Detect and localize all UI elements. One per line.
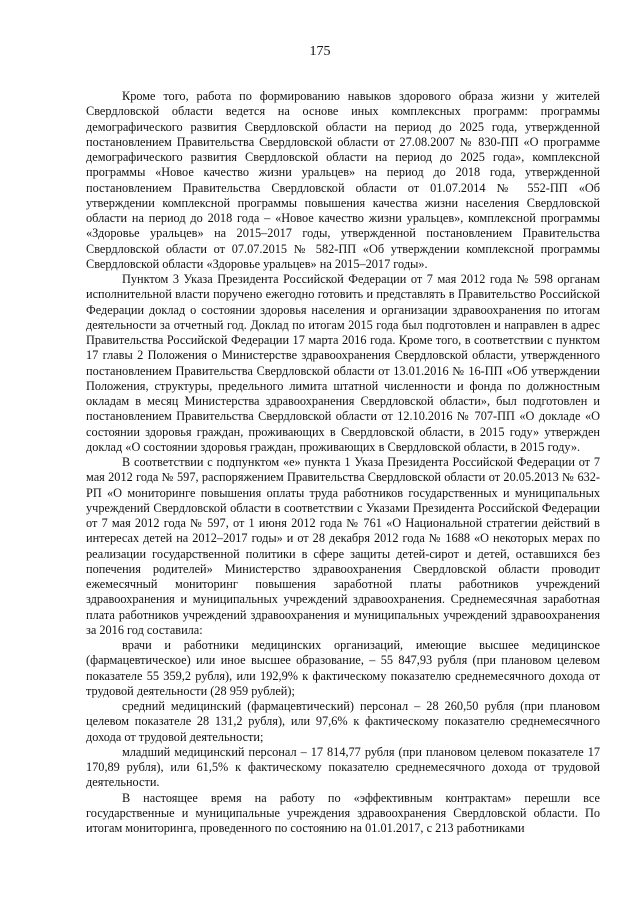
- body-text: [86, 89, 600, 836]
- paragraph-health-report: Пунктом 3 Указа Президента Российской Федерации от 7 мая 2012 года № 598 органам исполнительной власти поручено ежегодно готовить и представлять в Правительство Российской Федерации доклад о состоянии здоровья населения и организации здравоохранения по итогам деятельности за отчетный год. Доклад по итогам 2015 года был подготовлен и направлен в адрес Правительства Российской Федерации 17 марта 2016 года. Кроме того, в соответствии с пунктом 17 главы 2 Положения о Министерстве здравоохранения Свердловской области, утвержденного постановлением Правительства Свердловской области от 13.01.2016 № 16-ПП «Об утверждении Положения, структуры, предельного лимита штатной численности и фонда по должностным окладам в месяц Министерства здравоохранения Свердловской области», был подготовлен и постановлением Правительства Свердловской области от 12.10.2016 № 707-ПП «О докладе «О состоянии здоровья граждан, проживающих в Свердловской области, в 2015 году» утвержден доклад «О состоянии здоровья граждан, проживающих в Свердловской области, в 2015 году».: [86, 272, 600, 454]
- list-item-doctors-salary: врачи и работники медицинских организаций, имеющие высшее медицинское (фармацевтическое) или иное высшее образование, – 55 847,93 рубля (при плановом целевом показателе 55 359,2 рубля), или 192,9% к фактическому показателю среднемесячного дохода от трудовой деятельности (28 959 рублей);: [86, 638, 600, 698]
- page-number: 175: [309, 44, 331, 59]
- list-item-nurses-salary: средний медицинский (фармацевтический) персонал – 28 260,50 рубля (при плановом целевом показателе 28 131,2 рубля), или 97,6% к фактическому показателю среднемесячного дохода от трудовой деятельности;: [86, 699, 600, 744]
- paragraph-health-programs: Кроме того, работа по формированию навыков здорового образа жизни у жителей Свердловской области ведется на основе иных комплексных программ: программы демографического развития Свердловской области на период до 2025 года, утвержденной постановлением Правительства Свердловской области от 27.08.2007 № 830-ПП «О программе демографического развития Свердловской области на период до 2025 года», комплексной программы «Новое качество жизни уральцев» на период до 2018 года, утвержденной постановлением Правительства Свердловской области от 01.07.2014 № 552-ПП «Об утверждении комплексной программы повышения качества жизни населения Свердловской области на период до 2018 года – «Новое качество жизни уральцев», комплексной программы «Здоровье уральцев» на 2015–2017 годы, утвержденной постановлением Правительства Свердловской области от 07.07.2015 № 582-ПП «Об утверждении комплексной программы Свердловской области «Здоровье уральцев» на 2015–2017 годы».: [86, 89, 600, 271]
- list-item-junior-staff-salary: младший медицинский персонал – 17 814,77 рубля (при плановом целевом показателе 17 170,89 рубля), или 61,5% к фактическому показателю среднемесячного дохода от трудовой деятельности.: [86, 744, 600, 790]
- paragraph-effective-contracts: В настоящее время на работу по «эффективным контрактам» перешли все государственные и муниципальные учреждения здравоохранения Свердловской области. По итогам мониторинга, проведенного по состоянию на 01.01.2017, с 213 работниками: [86, 790, 600, 835]
- paragraph-salary-monitoring: В соответствии с подпунктом «е» пункта 1 Указа Президента Российской Федерации от 7 мая 2012 года № 597, распоряжением Правительства Свердловской области от 20.05.2013 № 632-РП «О мониторинге повышения оплаты труда работников государственных и муниципальных учреждений Свердловской области в соответствии с Указами Президента Российской Федерации от 7 мая 2012 года № 597, от 1 июня 2012 года № 761 «О Национальной стратегии действий в интересах детей на 2012–2017 годы» и от 28 декабря 2012 года № 1688 «О некоторых мерах по реализации государственной политики в сфере защиты детей-сирот и детей, оставшихся без попечения родителей» Министерство здравоохранения Свердловской области проводит ежемесячный мониторинг повышения заработной платы работников учреждений здравоохранения и муниципальных учреждений здравоохранения. Среднемесячная заработная плата работников учреждений здравоохранения и муниципальных учреждений здравоохранения за 2016 год составила:: [86, 455, 600, 637]
